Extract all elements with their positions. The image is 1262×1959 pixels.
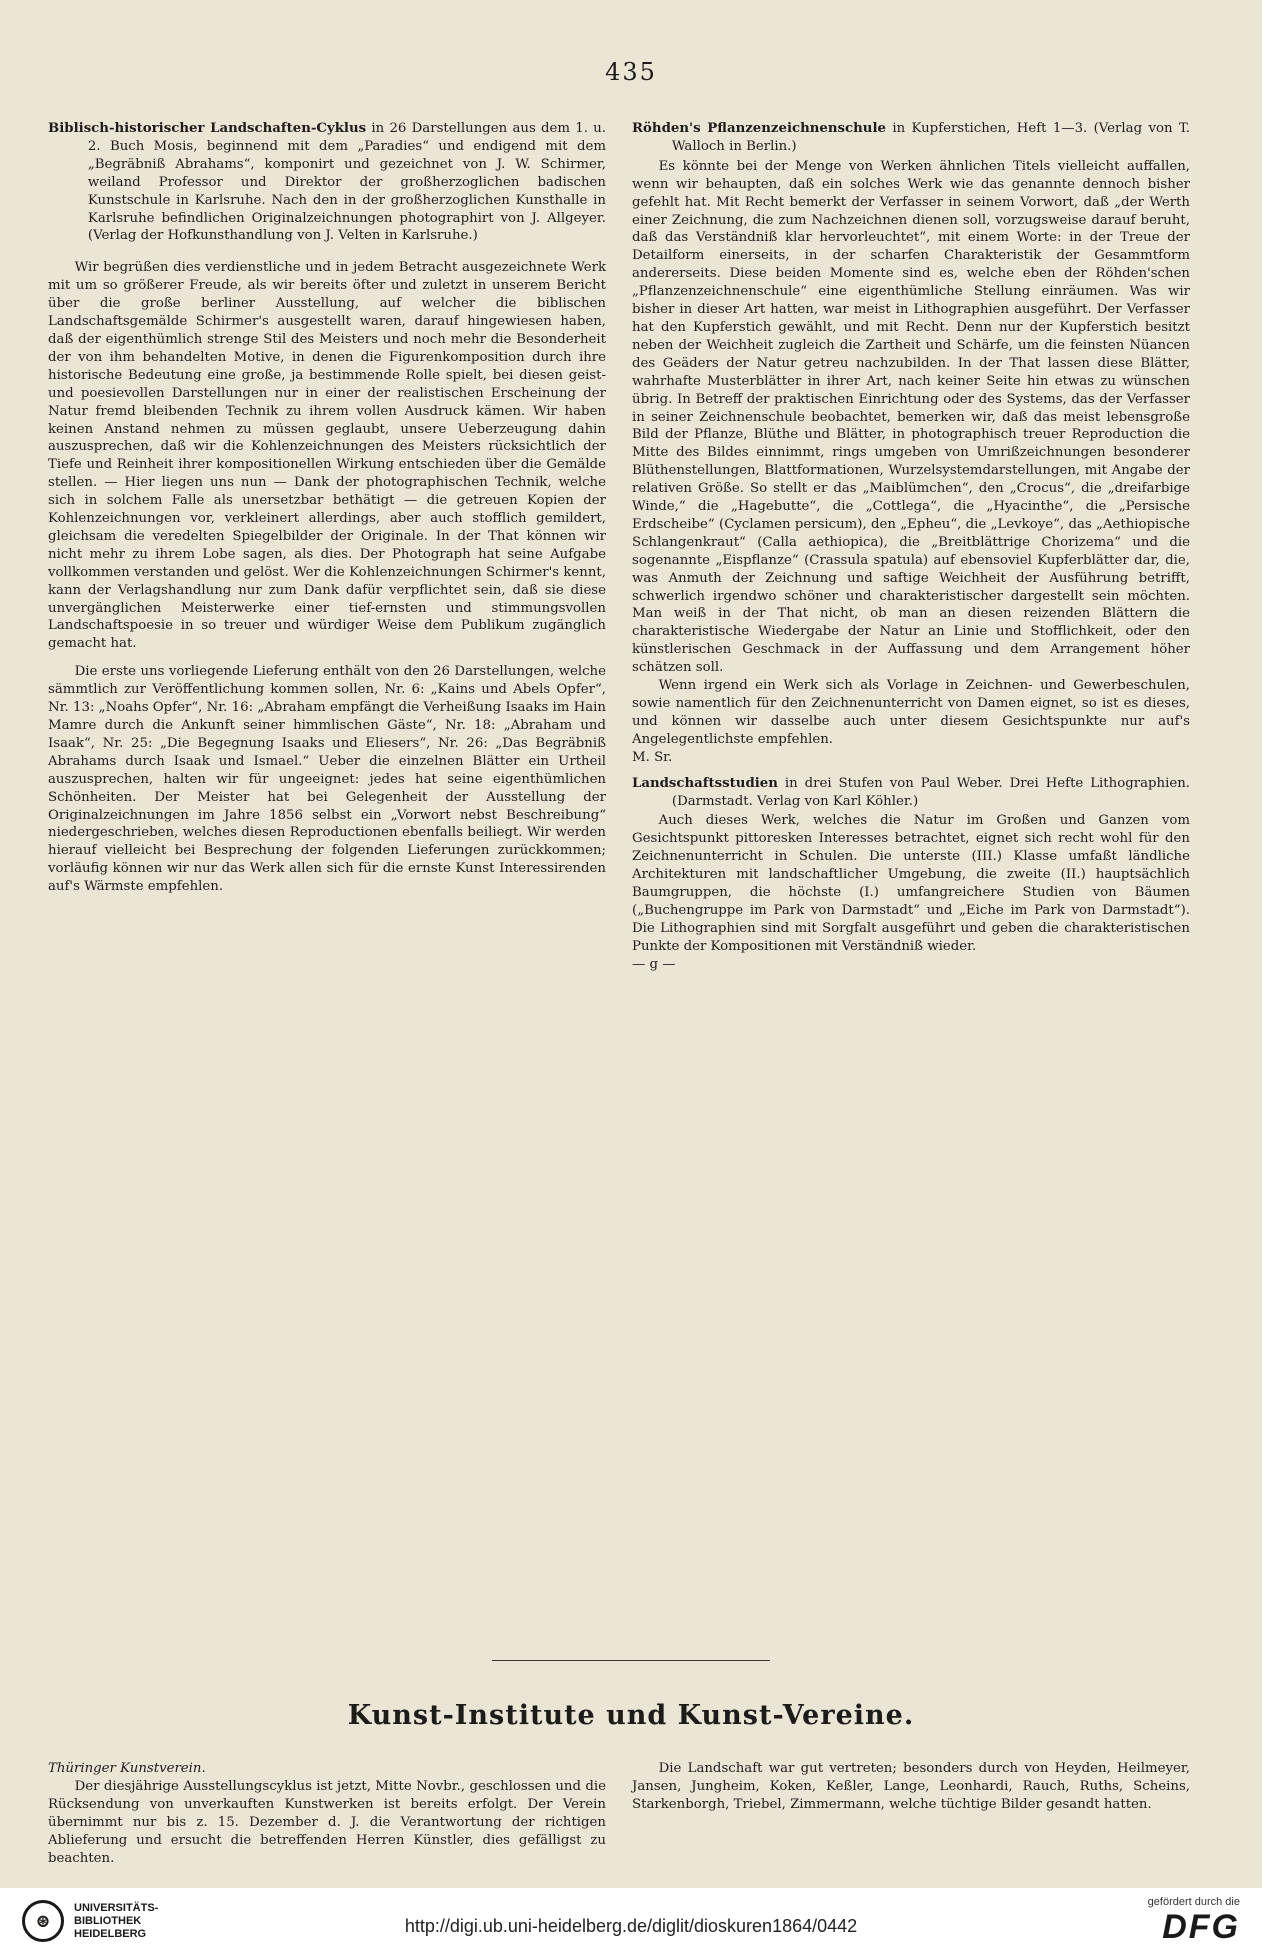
section-title: Kunst-Institute und Kunst-Vereine. bbox=[347, 1700, 915, 1731]
review-heading-studies bbox=[632, 775, 1190, 811]
review-heading-landscapes bbox=[48, 120, 606, 245]
review-signature: M. Sr. bbox=[632, 749, 673, 765]
association-subhead: Thüringer Kunstverein. bbox=[48, 1761, 206, 1776]
page-number: 435 bbox=[605, 58, 657, 86]
right-column bbox=[632, 120, 1190, 974]
review-paragraph: Auch dieses Werk, welches die Natur im Großen und Ganzen vom Gesichtspunkt pittoresken Interesses betrachtet, eignet sich recht wohl für den Zeichnenunterricht in Schulen. Die unterste (III.) Klasse umfaßt ländliche Architekturen mit landschaftlicher Umgebung, die zweite (II.) hauptsächlich Baumgruppen, die höchste (I.) umfangreichere Studien von Bäumen („Buchengruppe im Park von Darmstadt“ und „Eiche im Park von Darmstadt“). Die Lithographien sind mit Sorgfalt ausgeführt und geben die charakteristischen Punkte der Kompositionen mit Verständniß wieder. bbox=[632, 813, 1190, 954]
library-seal-icon: ⊛ bbox=[22, 1900, 64, 1942]
association-paragraph: Der diesjährige Ausstellungscyklus ist jetzt, Mitte Novbr., geschlossen und die Rücksendung von unverkauften Kunstwerken ist bereits erfolgt. Der Verein übernimmt nur bis z. 15. Dezember d. J. die Verantwortung der richtigen Ablieferung und ersucht die betreffenden Herren Künstler, dies gefälligst zu beachten. bbox=[48, 1778, 606, 1866]
review-title: Röhden's Pflanzenzeichnenschule bbox=[632, 121, 886, 136]
sponsor-name: DFG bbox=[1162, 1908, 1240, 1946]
review-bibliography: in Kupferstichen, Heft 1—3. (Verlag von T. Walloch in Berlin.) bbox=[671, 121, 1190, 154]
review-bibliography: in drei Stufen von Paul Weber. Drei Hefte Lithographien. (Darmstadt. Verlag von Karl Köhler.) bbox=[671, 775, 1190, 809]
review-paragraph: Wir begrüßen dies verdienstliche und in jedem Betracht ausgezeichnete Werk mit um so größerer Freude, als wir bereits öfter und zuletzt in unserem Bericht über die große berliner Ausstellung, auf welcher die biblischen Landschaftsgemälde Schirmer's ausgestellt waren, darauf hingewiesen haben, daß der eigenthümlich strenge Stil des Meisters und noch mehr die Besonderheit der von ihm behandelten Motive, in denen die Figurenkomposition durch ihre historische Bedeutung eine große, ja bestimmende Rolle spielt, bei diesen geist- und poesievollen Darstellungen nur in einer der realistischen Erscheinung der Natur fremd bleibenden Technik zu ihrem vollen Ausdruck kämen. Wir haben keinen Anstand nehmen zu müssen geglaubt, unsere Ueberzeugung dahin auszusprechen, daß wir die Kohlenzeichnungen des Meisters rücksichtlich der Tiefe und Reinheit ihrer kompositionellen Wirkung entschieden über die Gemälde stellen. — Hier liegen uns nun — Dank der photographischen Technik, welche sich in solchem Falle als unersetzbar bethätigt — die getreuen Kopien der Kohlenzeichnungen vor, verkleinert allerdings, aber auch stofflich gemildert, gleichsam die veredelten Spiegelbilder der Originale. In der That können wir nicht mehr zu ihrem Lobe sagen, als dies. Der Photograph hat seine Aufgabe vollkommen verstanden und gelöst. Wer die Kohlenzeichnungen Schirmer's kennt, kann der Verlagshandlung nur zum Dank dafür verpflichtet sein, daß sie diese unvergänglichen Meisterwerke einer tief-ernsten und stimmungsvollen Landschaftspoesie in so treuer und würdiger Weise dem Publikum zugänglich gemacht hat. bbox=[48, 260, 606, 652]
review-paragraph: Wenn irgend ein Werk sich als Vorlage in Zeichnen- und Gewerbeschulen, sowie namentlich für den Zeichnenunterricht von Damen eignet, so ist es dieses, und können wir dasselbe auch unter diesem Gesichtspunkte nur auf's Angelegentlichste empfehlen. bbox=[632, 678, 1190, 747]
review-signature: — g — bbox=[632, 956, 676, 972]
review-paragraph: Es könnte bei der Menge von Werken ähnlichen Titels vielleicht auffallen, wenn wir behaupten, daß ein solches Werk wie das genannte dennoch bisher gefehlt hat. Mit Recht bemerkt der Verfasser in seinem Vorwort, daß „der Werth einer Zeichnung, die zum Nachzeichnen dienen soll, vorzugsweise darauf beruht, daß das Verständniß klar hervorleuchtet“, mit einem Worte: in der Treue der Detailform einerseits, in der scharfen Charakteristik der Gesammtform andererseits. Diese beiden Momente sind es, welche eben der Röhden'schen „Pflanzenzeichnenschule“ eine eigenthümliche Stellung einräumen. Was wir bisher in dieser Art hatten, war meist in Lithographien ausgeführt. Der Verfasser hat den Kupferstich gewählt, und mit Recht. Denn nur der Kupferstich besitzt neben der Weichheit zugleich die Zartheit und Schärfe, um die feinsten Nüancen des Geäders der Natur getreu nachzubilden. In der That lassen diese Blätter, wahrhafte Musterblätter in ihrer Art, nach keiner Seite hin etwas zu wünschen übrig. In Betreff der praktischen Einrichtung oder des Systems, das der Verfasser in seiner Zeichnenschule beobachtet, bemerken wir, daß das meist lebensgroße Bild der Pflanze, Blüthe und Blätter, in photographisch treuer Reproduction die Mitte des Bildes einnimmt, rings umgeben von Umrißzeichnungen besonderer Blüthenstellungen, Blattformationen, Wurzelsystemdarstellungen, mit Angabe der relativen Größe. So stellt er das „Maiblümchen“, den „Crocus“, die „dreifarbige Winde,“ die „Hagebutte“, die „Cottlega“, die „Hyacinthe“, die „Persische Erdscheibe“ (Cyclamen persicum), den „Epheu“, die „Levkoye“, das „Aethiopische Schlangenkraut“ (Calla aethiopica), die „Breitblättrige Chorizema“ und die sogenannte „Eispflanze“ (Crassula spatula) auf ebensoviel Kupferblätter dar, die, was Anmuth der Zeichnung und saftige Weichheit der Ausführung betrifft, schwerlich irgendwo schöner und charakteristischer dargestellt sein möchten. Man weiß in der That nicht, ob man an diesen reizenden Blättern die charakteristische Wiedergabe der Natur an Linie und Stofflichkeit, oder den künstlerischen Geschmack in der Auffassung und dem Arrangement höher schätzen soll. bbox=[632, 158, 1190, 676]
sponsor-label: gefördert durch die bbox=[1147, 1896, 1240, 1908]
section-divider bbox=[492, 1660, 770, 1661]
review-heading-plants bbox=[632, 120, 1190, 156]
bottom-left-column bbox=[48, 1760, 606, 1867]
review-bibliography: in 26 Darstellungen aus dem 1. u. 2. Buch Mosis, beginnend mit dem „Paradies“ und endigend mit dem „Begräbniß Abrahams“, komponirt und gezeichnet von J. W. Schirmer, weiland Professor und Direktor der großherzoglichen badischen Kunstschule in Karlsruhe. Nach den in der großherzoglichen Kunsthalle in Karlsruhe befindlichen Originalzeichnungen photographirt von J. Allgeyer. (Verlag der Hofkunsthandlung von J. Velten in Karlsruhe.) bbox=[87, 121, 607, 244]
sponsor-logo[interactable] bbox=[1148, 1896, 1240, 1947]
review-paragraph: Die erste uns vorliegende Lieferung enthält von den 26 Darstellungen, welche sämmtlich zur Veröffentlichung kommen sollen, Nr. 6: „Kains und Abels Opfer“, Nr. 13: „Noahs Opfer“, Nr. 16: „Abraham empfängt die Verheißung Isaaks im Hain Mamre durch die Ankunft seiner himmlischen Gäste“, Nr. 18: „Abraham und Isaak“, Nr. 25: „Die Begegnung Isaaks und Eliesers“, Nr. 26: „Das Begräbniß Abrahams durch Isaak und Ismael.“ Ueber die einzelnen Blätter ein Urtheil auszusprechen, halten wir für ungeeignet: jedes hat seine eigenthümlichen Schönheiten. Der Meister hat bei Gelegenheit der Ausstellung der Originalzeichnungen im Jahre 1856 selbst ein „Vorwort nebst Beschreibung“ niedergeschrieben, welches diesen Reproductionen ebenfalls beiliegt. Wir werden hierauf vielleicht bei Besprechung der folgenden Lieferungen zurückkommen; vorläufig können wir nur das Werk allen sich für die ernste Kunst Interessirenden auf's Wärmste empfehlen. bbox=[48, 664, 606, 895]
bottom-right-column bbox=[632, 1760, 1190, 1814]
association-paragraph: Die Landschaft war gut vertreten; besonders durch von Heyden, Heilmeyer, Jansen, Jungheim, Koken, Keßler, Lange, Leonhardi, Rauch, Ruths, Scheins, Starkenborgh, Triebel, Zimmermann, welche tüchtige Bilder gesandt hatten. bbox=[632, 1761, 1190, 1812]
review-title: Landschaftsstudien bbox=[632, 775, 778, 791]
permalink-url[interactable]: http://digi.ub.uni-heidelberg.de/diglit/dioskuren1864/0442 bbox=[404, 1916, 858, 1936]
review-title: Biblisch-historischer Landschaften-Cyklus bbox=[48, 121, 367, 136]
library-name: UNIVERSITÄTS- BIBLIOTHEK HEIDELBERG bbox=[74, 1901, 159, 1940]
left-column bbox=[48, 120, 606, 896]
